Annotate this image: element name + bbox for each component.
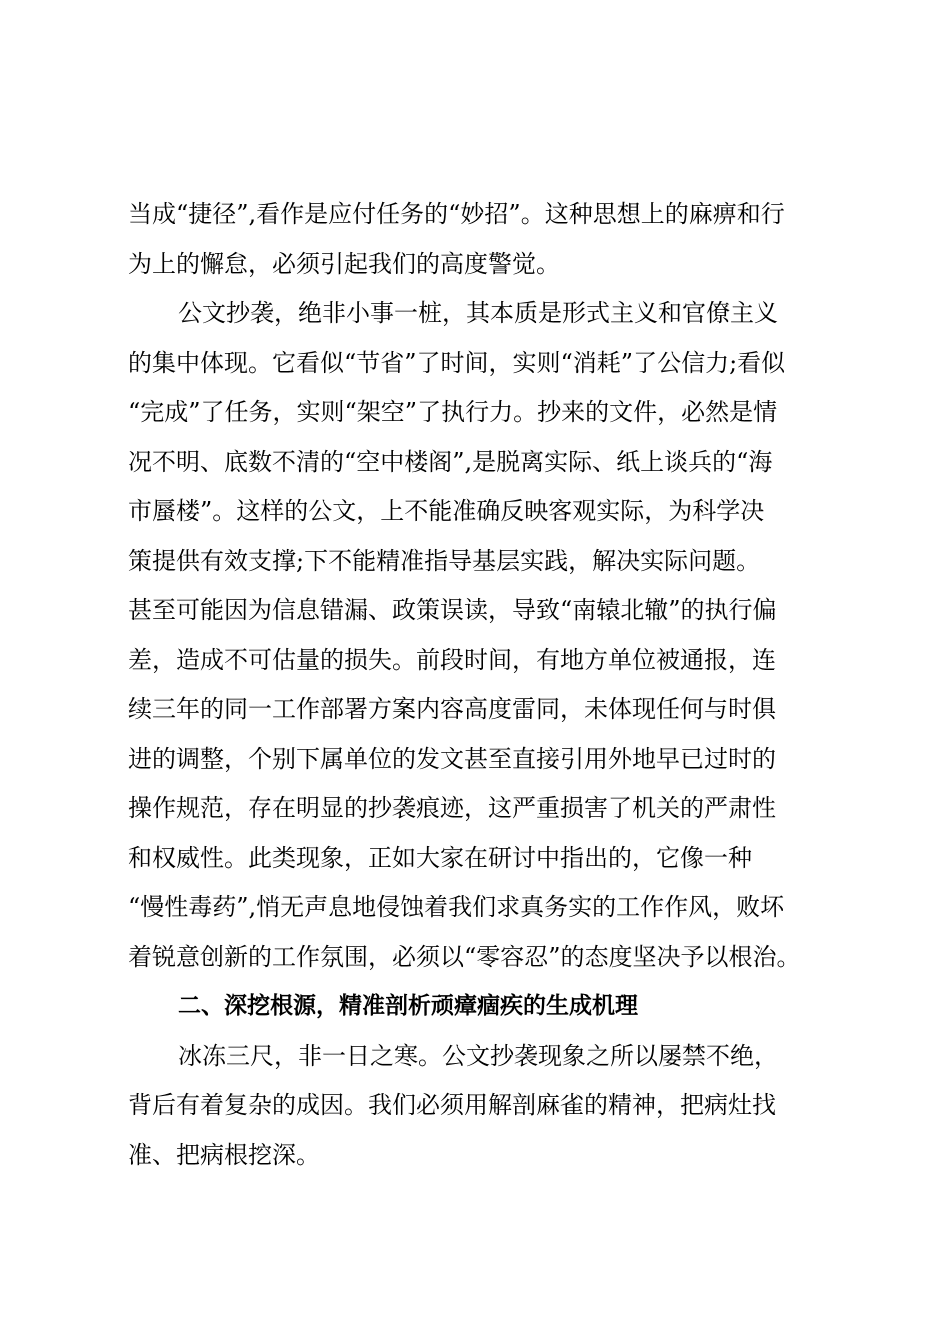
text-line: 市蜃楼”。这样的公文，上不能准确反映客观实际，为科学决 bbox=[128, 497, 765, 525]
text-line: 操作规范，存在明显的抄袭痕迹，这严重损害了机关的严肃性 bbox=[128, 794, 776, 822]
text-line: 的集中体现。它看似“节省”了时间，实则“消耗”了公信力;看似 bbox=[128, 348, 786, 377]
text-line: 为上的懈怠，必须引起我们的高度警觉。 bbox=[128, 249, 560, 278]
text-line: “完成”了任务，实则“架空”了执行力。抄来的文件，必然是情 bbox=[128, 398, 778, 426]
text-line: 和权威性。此类现象，正如大家在研讨中指出的，它像一种 bbox=[128, 843, 752, 872]
section-heading: 二、深挖根源，精准剖析顽瘴痼疾的生成机理 bbox=[178, 993, 638, 1019]
text-line: 着锐意创新的工作氛围，必须以“零容忍”的态度坚决予以根治。 bbox=[128, 942, 801, 971]
text-line: 况不明、底数不清的“空中楼阁”,是脱离实际、纸上谈兵的“海 bbox=[128, 447, 773, 476]
document-body bbox=[128, 190, 824, 1180]
text-line: 准、把病根挖深。 bbox=[128, 1140, 320, 1169]
text-line: “慢性毒药”,悄无声息地侵蚀着我们求真务实的工作作风，败坏 bbox=[128, 893, 785, 921]
text-line: 续三年的同一工作部署方案内容高度雷同，未体现任何与时俱 bbox=[128, 695, 776, 723]
text-line: 策提供有效支撑;下不能精准指导基层实践，解决实际问题。 bbox=[128, 546, 761, 575]
text-line: 背后有着复杂的成因。我们必须用解剖麻雀的精神，把病灶找 bbox=[128, 1091, 776, 1119]
text-line: 差，造成不可估量的损失。前段时间，有地方单位被通报，连 bbox=[128, 645, 776, 674]
paragraph-start-line: 冰冻三尺，非一日之寒。公文抄袭现象之所以屡禁不绝， bbox=[178, 1041, 778, 1070]
paragraph-start-line: 公文抄袭，绝非小事一桩，其本质是形式主义和官僚主义 bbox=[178, 299, 778, 327]
text-line: 当成“捷径”,看作是应付任务的“妙招”。这种思想上的麻痹和行 bbox=[128, 200, 785, 228]
text-line: 甚至可能因为信息错漏、政策误读，导致“南辕北辙”的执行偏 bbox=[128, 596, 777, 624]
text-line: 进的调整，个别下属单位的发文甚至直接引用外地早已过时的 bbox=[128, 744, 776, 773]
